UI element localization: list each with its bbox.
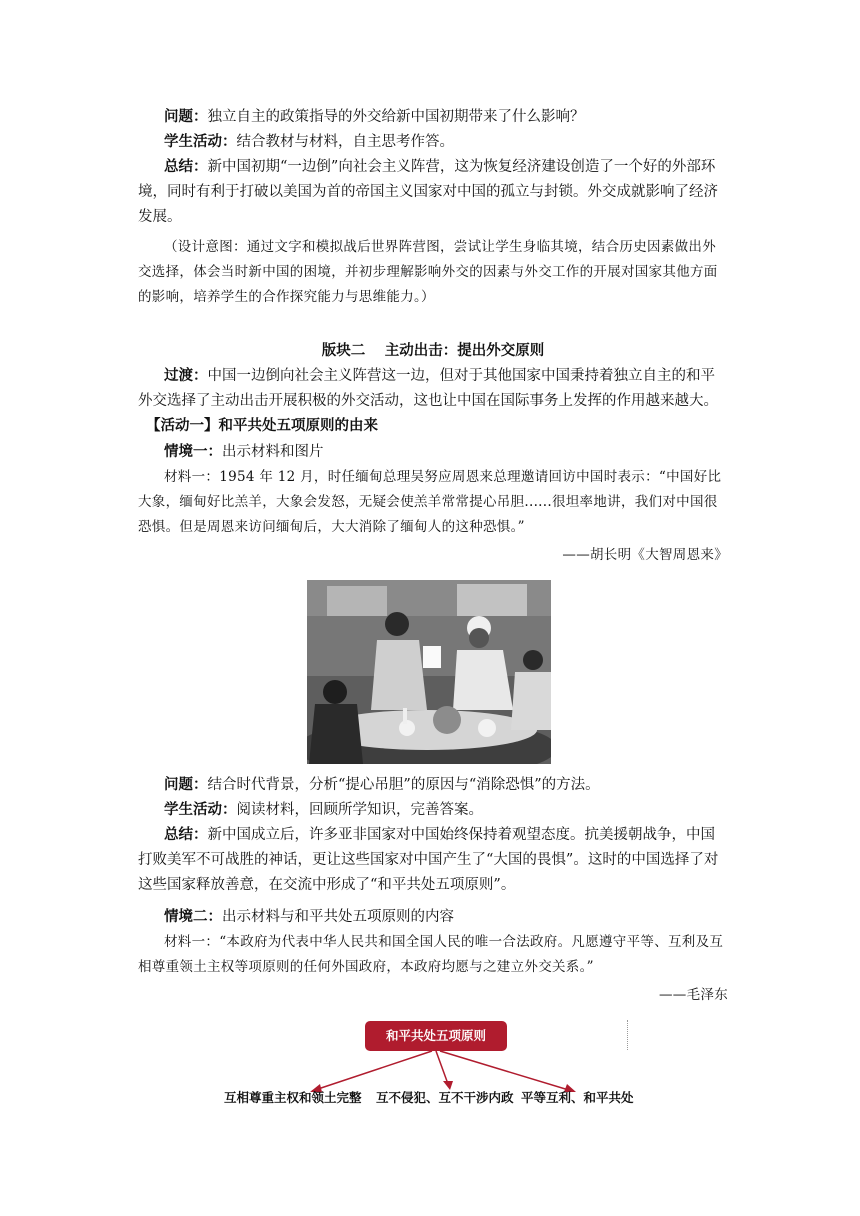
material-two-quote: 材料一：“本政府为代表中华人民共和国全国人民的唯一合法政府。凡愿遵守平等、互利及互相尊重领土主权等项原则的任何外国政府，本政府均愿与之建立外交关系。” — [138, 934, 724, 975]
summary-two-paragraph — [138, 823, 728, 898]
material-one-quote: 材料一：1954 年 12 月，时任缅甸总理吴努应周恩来总理邀请回访中国时表示：“中国好比大象，缅甸好比羔羊，大象会发怒，无疑会使羔羊常常提心吊胆......很坦率地讲，我们对中国很恐惧。但是周恩来访问缅甸后，大大消除了缅甸人的这种恐惧。” — [138, 469, 722, 535]
principle-non-aggression: 互不侵犯、互不干涉内政 — [376, 1090, 514, 1105]
principles-title: 和平共处五项原则 — [385, 1028, 486, 1043]
transition-label: 过渡： — [164, 368, 208, 384]
summary-two-label: 总结： — [164, 827, 208, 843]
transition-paragraph — [138, 364, 728, 414]
small-margin-mark — [627, 1020, 632, 1050]
question-text: 独立自主的政策指导的外交给新中国初期带来了什么影响？ — [207, 109, 585, 125]
principle-equality: 平等互利、和平共处 — [521, 1090, 634, 1105]
student-activity-text: 结合教材与材料，自主思考作答。 — [236, 134, 454, 150]
student-activity-two-paragraph — [138, 798, 728, 823]
historical-photo — [307, 580, 551, 764]
student-activity-two-label: 学生活动： — [164, 802, 237, 818]
student-activity-paragraph — [138, 130, 728, 155]
summary-label: 总结： — [164, 159, 208, 175]
transition-text: 中国一边倒向社会主义阵营这一边，但对于其他国家中国秉持着独立自主的和平外交选择了主动出击开展积极的外交活动，这也让中国在国际事务上发挥的作用越来越大。 — [138, 368, 718, 409]
scene-one-label: 情境一： — [164, 444, 222, 460]
design-intent-note: （设计意图：通过文字和模拟战后世界阵营图，尝试让学生身临其境，结合历史因素做出外交选择，体会当时新中国的困境，并初步理解影响外交的因素与外交工作的开展对国家其他方面的影响，培养学生的合作探究能力与思维能力。） — [138, 239, 718, 305]
activity-heading: 【活动一】和平共处五项原则的由来 — [146, 418, 378, 434]
section-title: 版块二 主动出击：提出外交原则 — [321, 343, 545, 359]
scene-two-paragraph — [138, 905, 728, 930]
question-two-paragraph — [138, 773, 728, 798]
student-activity-label: 学生活动： — [164, 134, 237, 150]
summary-text: 新中国初期“一边倒”向社会主义阵营，这为恢复经济建设创造了一个好的外部环境，同时有利于打破以美国为首的帝国主义国家对中国的孤立与封锁。外交成就影响了经济发展。 — [138, 159, 718, 225]
scene-two-label: 情境二： — [164, 909, 222, 925]
question-two-label: 问题： — [164, 777, 208, 793]
question-paragraph — [138, 105, 728, 130]
summary-two-text: 新中国成立后，许多亚非国家对中国始终保持着观望态度。抗美援朝战争，中国打败美军不可战胜的神话，更让这些国家对中国产生了“大国的畏惧”。这时的中国选择了对这些国家释放善意，在交流中形成了“和平共处五项原则”。 — [138, 827, 719, 893]
arrow-middle — [436, 1051, 448, 1084]
arrow-right — [440, 1051, 572, 1091]
scene-one-text: 出示材料和图片 — [222, 444, 324, 460]
material-one-source: ——胡长明《大智周恩来》 — [562, 547, 728, 563]
student-activity-two-text: 阅读材料，回顾所学知识，完善答案。 — [236, 802, 483, 818]
principle-sovereignty: 互相尊重主权和领土完整 — [224, 1090, 362, 1105]
scene-one-paragraph — [138, 440, 728, 465]
question-two-text: 结合时代背景，分析“提心吊胆”的原因与“消除恐惧”的方法。 — [207, 777, 600, 793]
question-label: 问题： — [164, 109, 208, 125]
photo-illustration — [307, 580, 551, 764]
arrow-left — [312, 1051, 432, 1091]
summary-paragraph — [138, 155, 728, 230]
scene-two-text: 出示材料与和平共处五项原则的内容 — [222, 909, 454, 925]
material-two-source: ——毛泽东 — [659, 987, 728, 1003]
